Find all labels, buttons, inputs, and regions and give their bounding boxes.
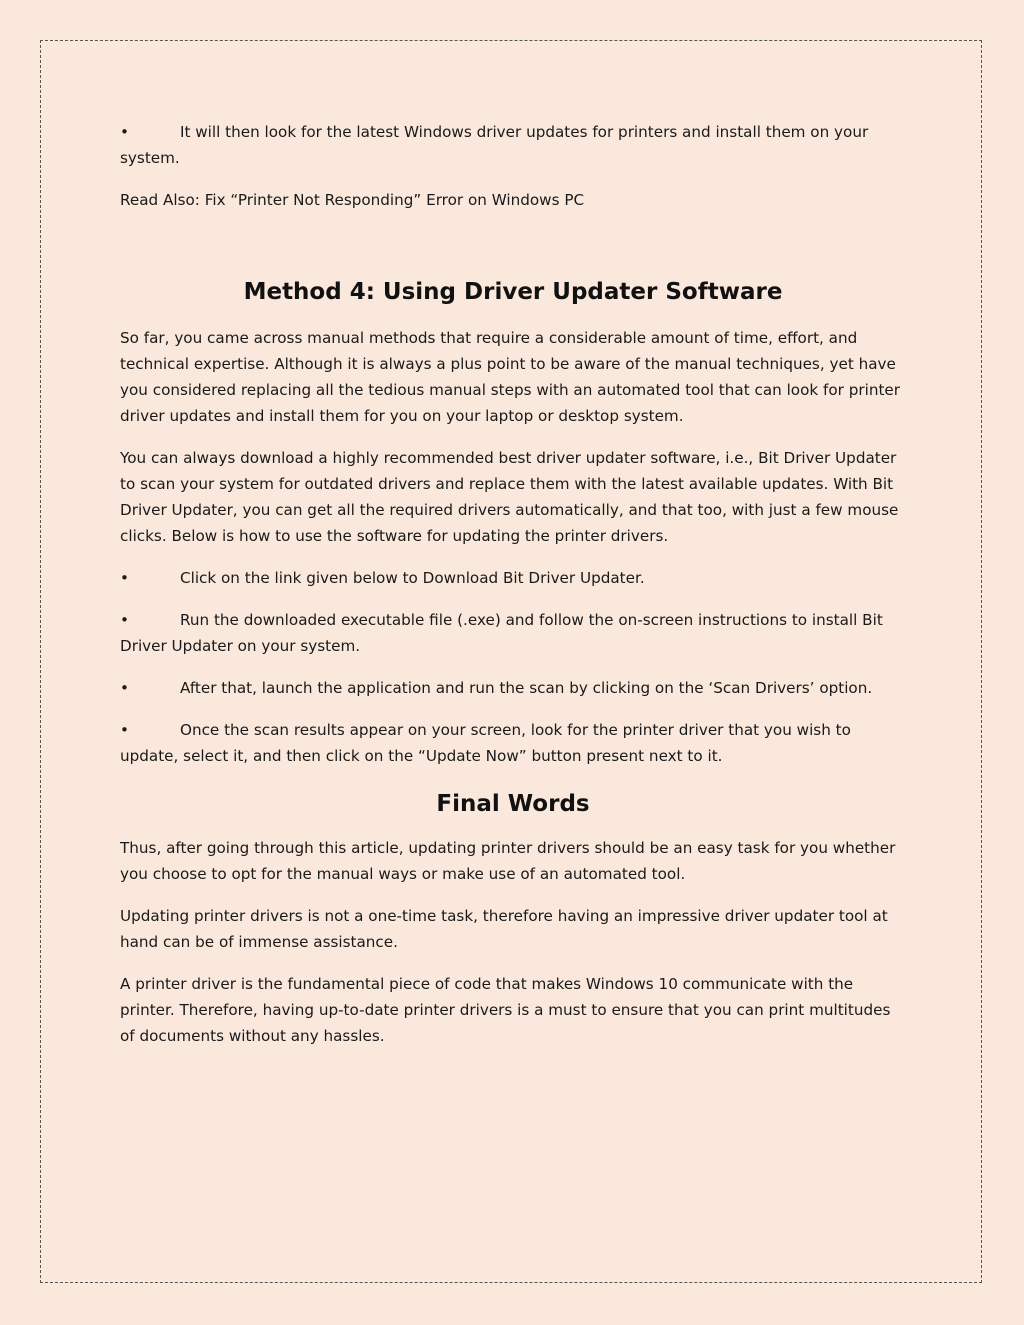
bullet-mark: • xyxy=(120,679,129,697)
final-words-heading: Final Words xyxy=(436,791,590,817)
step-item-4 xyxy=(120,717,906,769)
step-item-2 xyxy=(120,607,906,659)
step-item-1 xyxy=(120,565,906,591)
step-text: After that, launch the application and run the scan by clicking on the ‘Scan Drivers’ option. xyxy=(180,679,873,697)
read-also-link[interactable]: Read Also: Fix “Printer Not Responding” Error on Windows PC xyxy=(120,191,585,209)
method4-paragraph-2: You can always download a highly recommended best driver updater software, i.e., Bit Driver Updater to scan your system for outdated drivers and replace them with the latest available updates. With Bit Driver Updater, you can get all the required drivers automatically, and that too, with just a few mouse clicks. Below is how to use the software for updating the printer drivers. xyxy=(120,449,899,545)
final-paragraph-1: Thus, after going through this article, updating printer drivers should be an easy task for you whether you choose to opt for the manual ways or make use of an automated tool. xyxy=(120,839,896,883)
step-item-3 xyxy=(120,675,906,701)
final-paragraph-3: A printer driver is the fundamental piece of code that makes Windows 10 communicate with the printer. Therefore, having up-to-date printer drivers is a must to ensure that you can print multitudes of documents without any hassles. xyxy=(120,975,891,1045)
bullet-mark: • xyxy=(120,569,129,587)
method4-paragraph-1: So far, you came across manual methods that require a considerable amount of time, effort, and technical expertise. Although it is always a plus point to be aware of the manual techniques, yet have you considered replacing all the tedious manual steps with an automated tool that can look for printer driver updates and install them for you on your laptop or desktop system. xyxy=(120,329,900,425)
step-text: Click on the link given below to Download Bit Driver Updater. xyxy=(180,569,645,587)
bullet-mark: • xyxy=(120,611,129,629)
step-text: Once the scan results appear on your screen, look for the printer driver that you wish to update, select it, and then click on the “Update Now” button present next to it. xyxy=(120,721,851,765)
bullet-mark: • xyxy=(120,721,129,739)
document-body xyxy=(120,119,906,1065)
step-text: Run the downloaded executable file (.exe) and follow the on-screen instructions to install Bit Driver Updater on your system. xyxy=(120,611,883,655)
bullet-item-intro xyxy=(120,119,906,171)
final-paragraph-2: Updating printer drivers is not a one-time task, therefore having an impressive driver updater tool at hand can be of immense assistance. xyxy=(120,907,888,951)
bullet-mark: • xyxy=(120,123,129,141)
bullet-text: It will then look for the latest Windows driver updates for printers and install them on your system. xyxy=(120,123,869,167)
method4-heading: Method 4: Using Driver Updater Software xyxy=(243,279,783,305)
